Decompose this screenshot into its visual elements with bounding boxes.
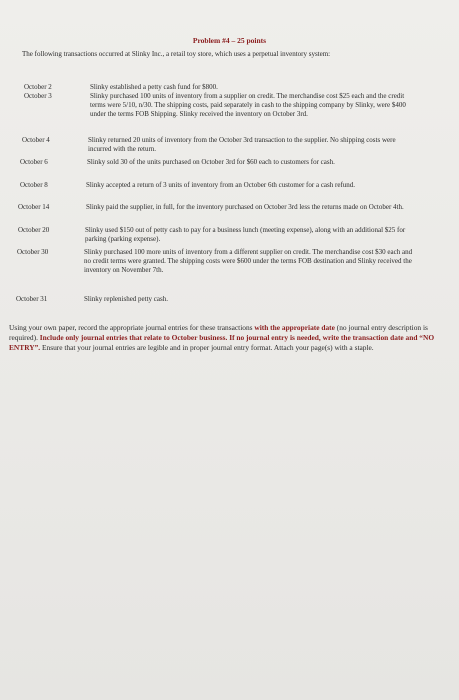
transaction-description: Slinky used $150 out of petty cash to pay for a business lunch (meeting expense), along with an additional $25 for parking (parking expense). (85, 226, 406, 243)
transaction-date: October 30 (17, 248, 49, 256)
transaction-description: Slinky replenished petty cash. (84, 295, 168, 303)
transaction-date: October 20 (18, 226, 50, 234)
transaction-date: October 8 (20, 181, 48, 189)
transaction-date: October 3 (24, 92, 52, 100)
transaction-description: Slinky purchased 100 more units of inventory from a different supplier on credit. The merchandise cost $30 each and no credit terms were granted. The shipping costs were $600 under the terms FOB destination and Slinky received the inventory on November 7th. (84, 248, 413, 274)
instructions-text: Ensure that your journal entries are legible and in proper journal entry format. Attach your page(s) with a staple. (40, 343, 374, 352)
transaction-description: Slinky accepted a return of 3 units of inventory from an October 6th customer for a cash refund. (86, 181, 356, 189)
instructions-emphasis: Include only journal entries that relate to October business. If no journal entry is needed, write the transaction date and “NO ENTRY”. (9, 333, 435, 352)
transaction-description: Slinky established a petty cash fund for $800. (90, 83, 218, 91)
transaction-date: October 2 (24, 83, 52, 91)
problem-title: Problem #4 – 25 points (192, 36, 267, 45)
transaction-date: October 6 (20, 158, 48, 166)
instructions-paragraph (9, 323, 441, 353)
transaction-description: Slinky sold 30 of the units purchased on October 3rd for $60 each to customers for cash. (87, 158, 335, 166)
transaction-date: October 4 (22, 136, 50, 144)
transaction-date: October 31 (16, 295, 48, 303)
intro-paragraph: The following transactions occurred at Slinky Inc., a retail toy store, which uses a perpetual inventory system: (22, 50, 331, 58)
transaction-description: Slinky purchased 100 units of inventory from a supplier on credit. The merchandise cost $25 each and the credit terms were 5/10, n/30. The shipping costs, paid separately in cash to the shipping company by Slinky, were $400 under the terms FOB Shipping. Slinky received the inventory on October 3rd. (90, 92, 406, 118)
instructions-text: (no journal entry description is required). (9, 323, 428, 342)
instructions-text: Using your own paper, record the appropriate journal entries for these transactions (9, 323, 255, 332)
transaction-date: October 14 (18, 203, 50, 211)
transaction-description: Slinky returned 20 units of inventory from the October 3rd transaction to the supplier. No shipping costs were incurred with the return. (88, 136, 396, 153)
instructions-emphasis: with the appropriate date (254, 323, 335, 332)
transaction-description: Slinky paid the supplier, in full, for the inventory purchased on October 3rd less the returns made on October 4th. (86, 203, 404, 211)
